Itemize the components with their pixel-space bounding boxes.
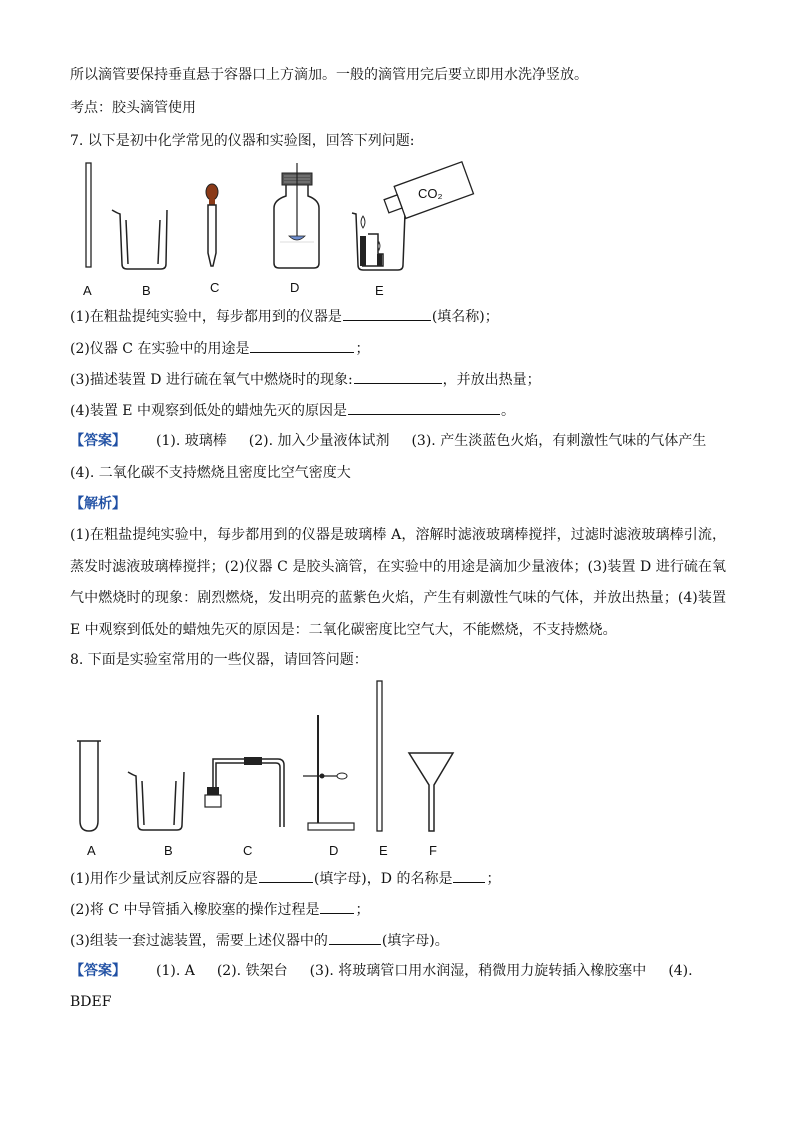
prev-text: 所以滴管要保持垂直悬于容器口上方滴加。一般的滴管用完后要立即用水洗净竖放。	[70, 67, 588, 83]
iron-stand-icon	[303, 715, 354, 830]
analysis-label: 【解析】	[70, 496, 126, 512]
q8-figure	[0, 675, 794, 865]
gas-bottle-icon	[274, 163, 319, 268]
stopper-tube-icon	[205, 757, 284, 827]
q8-answer: 【答案】 (1). A (2). 铁架台 (3). 将玻璃管口用水润湿，稍微用力旋转插入橡胶塞中 (4).	[70, 963, 693, 979]
q8-sub3: (3)组装一套过滤装置，需要上述仪器中的 (填字母)。	[70, 930, 449, 951]
q7-figure	[0, 158, 794, 308]
dropper-icon	[206, 184, 218, 266]
q7-sub3: (3)描述装置 D 进行硫在氧气中燃烧时的现象: ，并放出热量；	[70, 369, 541, 390]
q7-blank-3[interactable]	[354, 369, 442, 384]
answer-label: 【答案】	[70, 963, 126, 979]
q7-sub2: (2)仪器 C 在实验中的用途是 ；	[70, 338, 369, 359]
q7-label-e: E	[375, 283, 384, 298]
q7-blank-1[interactable]	[343, 306, 431, 321]
q8-sub2: (2)将 C 中导管插入橡胶塞的操作过程是 ；	[70, 899, 369, 920]
q7-analysis: (1)在粗盐提纯实验中，每步都用到的仪器是玻璃棒 A，溶解时滤液玻璃棒搅拌，过滤时滤液玻璃棒引流，蒸发时滤液玻璃棒搅拌；(2)仪器 C 是胶头滴管，在实验中的用途是滴加少量液体；(3)装置 D 进行硫在氧气中燃烧时的现象：剧烈燃烧，发出明亮的蓝紫色火焰，产生有刺激性气味的气体，并放出热量；(4)装置 E 中观察到低处的蜡烛先灭的原因是：二氧化碳密度比空气大，不能燃烧，不支持燃烧。	[70, 527, 726, 638]
beaker-icon	[112, 210, 167, 269]
q8-label-c: C	[243, 843, 253, 858]
glass-rod-icon	[377, 681, 382, 831]
q8-blank-3[interactable]	[320, 899, 354, 914]
co2-experiment-icon	[352, 162, 473, 270]
q8-label-e: E	[379, 843, 388, 858]
test-tube-icon	[77, 741, 101, 831]
glass-rod-icon	[86, 163, 91, 267]
answer-label: 【答案】	[70, 433, 126, 449]
q7-label-a: A	[83, 283, 92, 298]
q8-label-b: B	[164, 843, 173, 858]
q7-answer-4: (4). 二氧化碳不支持燃烧且密度比空气密度大	[70, 465, 351, 481]
q7-stem: 7. 以下是初中化学常见的仪器和实验图，回答下列问题:	[70, 133, 415, 149]
q8-label-f: F	[429, 843, 437, 858]
q7-sub4: (4)装置 E 中观察到低处的蜡烛先灭的原因是 。	[70, 400, 515, 421]
q8-sub1: (1)用作少量试剂反应容器的是 (填字母)，D 的名称是 ；	[70, 868, 500, 889]
q8-blank-4[interactable]	[329, 930, 381, 945]
co2-label: CO₂	[418, 186, 443, 201]
q7-sub1: (1)在粗盐提纯实验中，每步都用到的仪器是 (填名称)；	[70, 306, 499, 327]
funnel-icon	[409, 753, 453, 831]
q8-answer-tail: BDEF	[70, 994, 112, 1010]
kaodian: 考点：胶头滴管使用	[70, 100, 196, 116]
q8-label-d: D	[329, 843, 339, 858]
q7-answer: 【答案】 (1). 玻璃棒 (2). 加入少量液体试剂 (3). 产生淡蓝色火焰，有刺激性气味的气体产生	[70, 433, 707, 449]
q7-label-c: C	[210, 280, 220, 295]
beaker-icon	[128, 772, 184, 830]
q8-stem: 8. 下面是实验室常用的一些仪器，请回答问题：	[70, 652, 368, 668]
q7-label-d: D	[290, 280, 300, 295]
q7-label-b: B	[142, 283, 151, 298]
q8-blank-2[interactable]	[453, 868, 485, 883]
q8-blank-1[interactable]	[259, 868, 313, 883]
q7-blank-4[interactable]	[348, 400, 500, 415]
q7-blank-2[interactable]	[250, 338, 354, 353]
q8-label-a: A	[87, 843, 96, 858]
